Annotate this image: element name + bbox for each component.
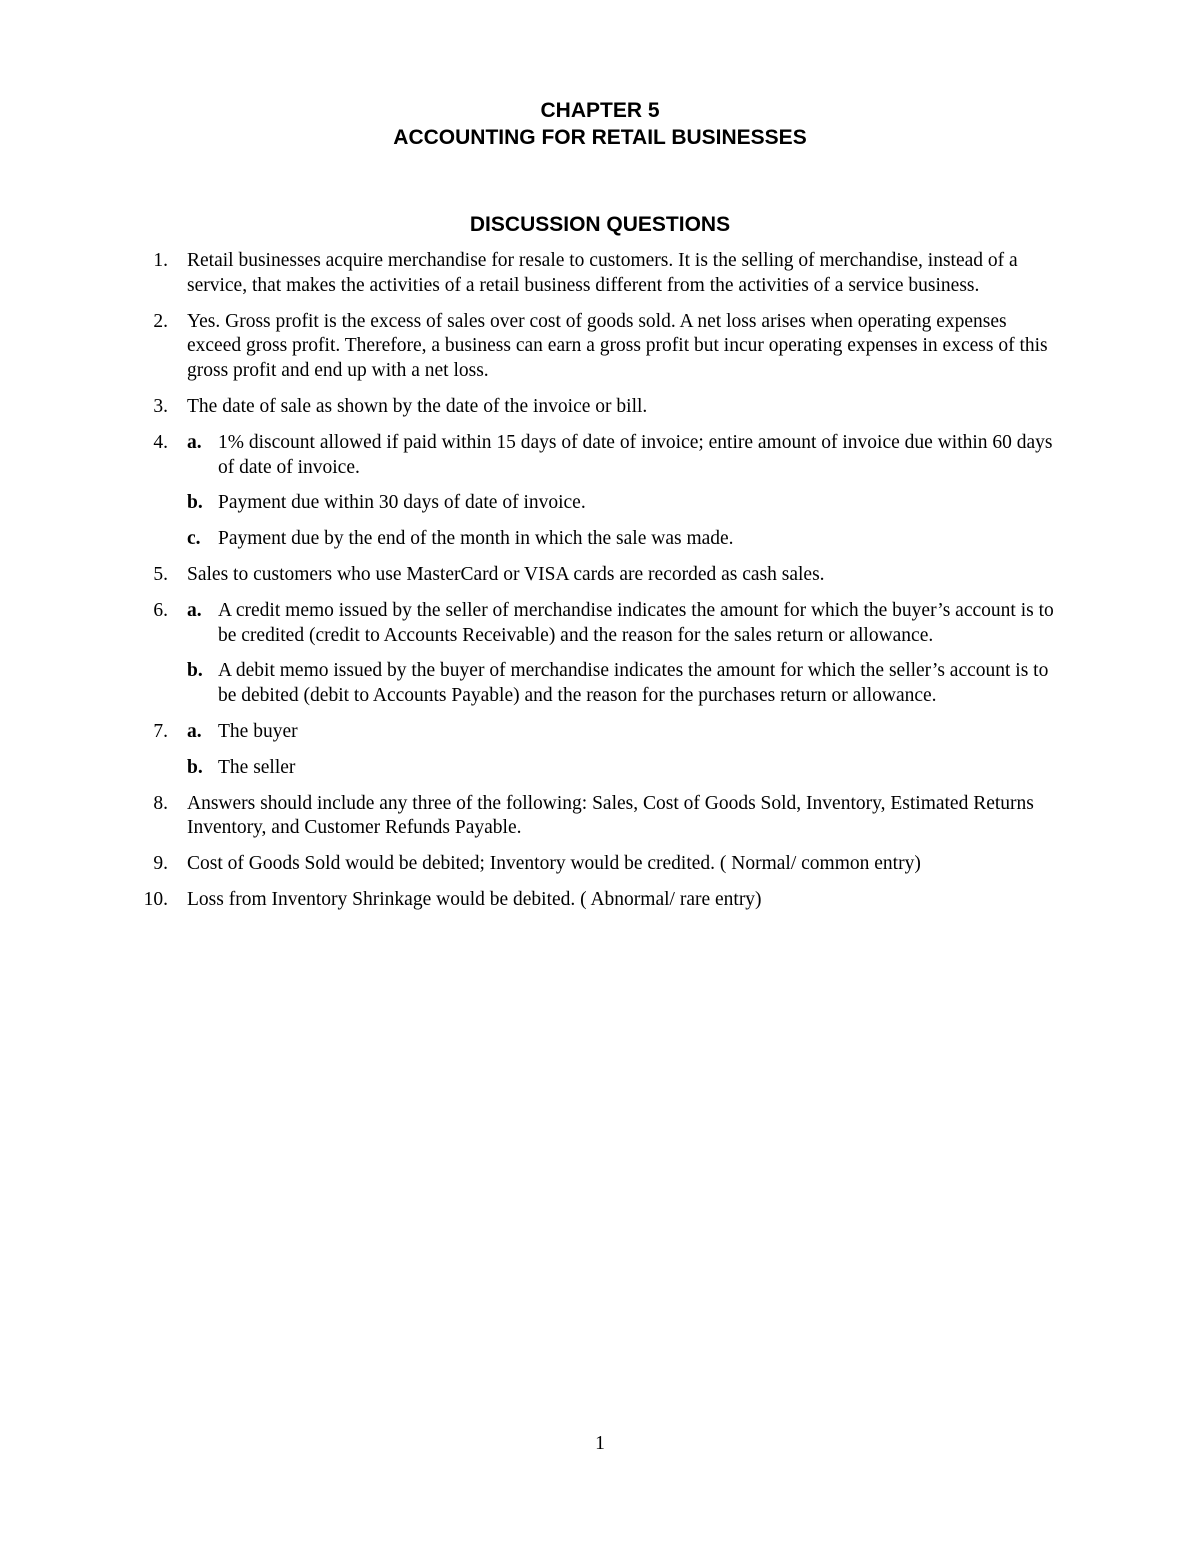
- question-subpart: [187, 431, 1062, 481]
- subpart-letter: b.: [187, 492, 203, 514]
- question-body: [187, 720, 1062, 781]
- page-number: 1: [595, 1433, 605, 1454]
- chapter-title: ACCOUNTING FOR RETAIL BUSINESSES: [393, 126, 807, 149]
- question-text: Loss from Inventory Shrinkage would be debited. ( Abnormal/ rare entry): [187, 888, 762, 910]
- question-text: Retail businesses acquire merchandise for resale to customers. It is the selling of merchandise, instead of a service, that makes the activities of a retail business different from the activities of a service business.: [187, 250, 1018, 296]
- subpart-letter: b.: [187, 660, 203, 682]
- subpart-text: 1% discount allowed if paid within 15 days of date of invoice; entire amount of invoice due within 60 days of date of invoice.: [218, 431, 1053, 478]
- question-item: [0, 431, 1200, 552]
- question-number: 8.: [153, 792, 168, 814]
- question-item: [0, 888, 1200, 913]
- question-number: 5.: [153, 563, 168, 585]
- question-item: [0, 395, 1200, 420]
- question-number: 6.: [153, 599, 168, 621]
- question-text: Answers should include any three of the following: Sales, Cost of Goods Sold, Inventory, Estimated Returns Inventory, and Customer Refunds Payable.: [187, 792, 1034, 839]
- question-number: 7.: [153, 720, 168, 742]
- question-number: 3.: [153, 395, 168, 417]
- question-text: Sales to customers who use MasterCard or VISA cards are recorded as cash sales.: [187, 563, 825, 585]
- subpart-letter: b.: [187, 756, 203, 778]
- subpart-text: The seller: [218, 756, 296, 778]
- question-item: [0, 310, 1200, 384]
- subpart-text: A debit memo issued by the buyer of merchandise indicates the amount for which the seller’s account is to be debited (debit to Accounts Payable) and the reason for the purchases return or allowance.: [218, 660, 1049, 707]
- question-subpart: [187, 756, 1062, 781]
- question-subpart: [187, 659, 1062, 709]
- question-number: 4.: [153, 431, 168, 453]
- question-number: 2.: [153, 310, 168, 332]
- question-item: [0, 852, 1200, 877]
- subpart-text: Payment due by the end of the month in which the sale was made.: [218, 528, 734, 550]
- question-number: 9.: [153, 853, 168, 875]
- question-body: [187, 431, 1062, 552]
- question-body: [187, 599, 1062, 709]
- question-text: The date of sale as shown by the date of the invoice or bill.: [187, 395, 648, 417]
- question-item: [0, 563, 1200, 588]
- subpart-text: Payment due within 30 days of date of invoice.: [218, 492, 586, 514]
- section-heading: DISCUSSION QUESTIONS: [469, 213, 731, 236]
- question-subpart: [187, 491, 1062, 516]
- question-subpart: [187, 720, 1062, 745]
- subpart-text: The buyer: [218, 720, 298, 742]
- subpart-letter: c.: [187, 528, 201, 550]
- question-number: 1.: [153, 250, 168, 271]
- subpart-letter: a.: [187, 431, 202, 453]
- question-item: [0, 599, 1200, 709]
- subpart-text: A credit memo issued by the seller of merchandise indicates the amount for which the buyer’s account is to be credited (credit to Accounts Receivable) and the reason for the sales return or allowance.: [218, 599, 1054, 646]
- subpart-letter: a.: [187, 599, 202, 621]
- question-item: [0, 249, 1200, 299]
- question-text: Yes. Gross profit is the excess of sales over cost of goods sold. A net loss arises when operating expenses exceed gross profit. Therefore, a business can earn a gross profit but incur operating expenses in excess of this gross profit and end up with a net loss.: [187, 310, 1048, 382]
- question-item: [0, 720, 1200, 781]
- question-text: Cost of Goods Sold would be debited; Inventory would be credited. ( Normal/ common entry): [187, 853, 921, 875]
- question-item: [0, 792, 1200, 842]
- chapter-number: CHAPTER 5: [540, 99, 660, 122]
- question-subpart: [187, 527, 1062, 552]
- subpart-letter: a.: [187, 720, 202, 742]
- question-list: [0, 249, 1200, 924]
- question-number: 10.: [143, 888, 168, 910]
- question-subpart: [187, 599, 1062, 649]
